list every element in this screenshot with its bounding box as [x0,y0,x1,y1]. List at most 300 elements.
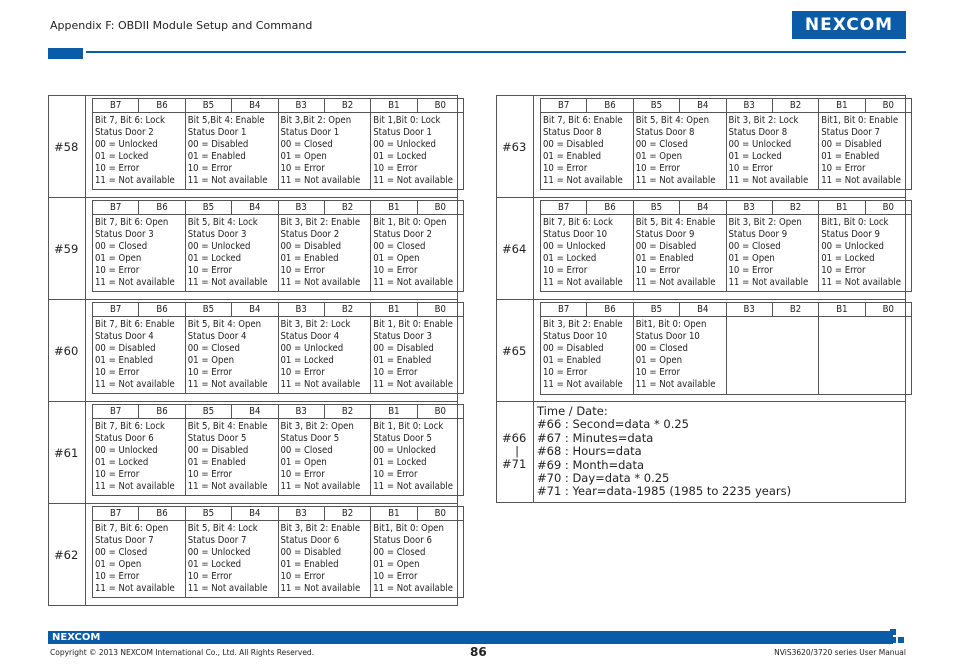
bit-table [540,302,912,395]
bit-table [540,98,912,190]
bit-table [92,506,464,598]
bit-description [278,317,371,394]
bit-header: B5 [185,405,231,419]
description-line: Bit 5,Bit 4: Enable [187,115,265,126]
bit-description [633,113,726,190]
description-line: 01 = Open [280,457,327,469]
description-line: 01 = Locked [95,151,149,163]
description-line: Status Door 8 [635,127,695,139]
description-line: Bit1, Bit 0: Open [373,523,444,534]
bit-header: B0 [417,405,463,419]
bit-header-row [541,99,912,113]
description-line: Status Door 10 [635,331,700,343]
description-line: Status Door 7 [187,535,247,547]
bit-header: B6 [139,405,185,419]
register-row [497,96,906,198]
bit-header: B3 [278,201,324,215]
bit-header: B5 [185,99,231,113]
description-line: Bit 5, Bit 4: Enable [187,421,268,432]
description-line: 11 = Not available [373,481,453,493]
description-line: 00 = Disabled [635,241,697,253]
bit-header: B0 [417,507,463,521]
description-line: 01 = Locked [821,253,875,265]
description-line: Status Door 5 [373,433,432,445]
bit-header: B2 [772,303,818,317]
bit-description [819,113,912,190]
description-line: 00 = Closed [280,445,333,457]
bit-field-cell [86,198,458,300]
description-line: 10 = Error [373,265,418,277]
register-row [497,300,906,402]
corner-squares-icon [890,629,906,645]
description-line: 00 = Unlocked [187,241,251,253]
footer-copyright: Copyright © 2013 NEXCOM International Co., Ltd. All Rights Reserved. [50,648,315,657]
description-line: Bit1, Bit 0: Lock [821,217,889,228]
description-line: 10 = Error [543,367,588,379]
bit-description [371,317,464,394]
bit-desc-row [93,419,464,496]
description-line: 10 = Error [821,163,866,175]
description-line: 00 = Disabled [373,343,434,355]
bit-header: B5 [185,201,231,215]
description-line: 10 = Error [543,265,588,277]
description-line: 00 = Disabled [95,343,156,355]
bit-header: B5 [633,303,679,317]
description-line: 11 = Not available [635,277,716,289]
header-accent-block [48,48,83,59]
bit-header: B7 [541,303,587,317]
bit-desc-row [541,215,912,292]
time-date-line: #70 : Day=data * 0.25 [537,471,670,486]
bit-header: B1 [819,303,865,317]
bit-description [726,317,819,395]
bit-header: B1 [371,201,417,215]
register-label: #59 [49,198,86,300]
description-line: Bit 3, Bit 2: Lock [280,319,351,330]
description-line: Status Door 6 [95,433,154,445]
description-line: 01 = Locked [95,457,149,469]
bit-header: B6 [139,99,185,113]
bit-desc-row [93,317,464,394]
bit-table [540,200,912,292]
description-line: 10 = Error [635,163,680,175]
description-line: Status Door 9 [821,229,880,241]
bit-header: B5 [633,99,679,113]
description-line: 00 = Disabled [543,343,604,355]
bit-header: B2 [324,507,370,521]
bit-table [92,200,464,292]
description-line: Bit 7, Bit 6: Open [95,217,169,228]
description-line: 10 = Error [95,469,140,481]
left-register-table [48,95,458,606]
bit-description [185,419,278,496]
description-line: 01 = Open [728,253,775,265]
description-line: 01 = Locked [543,253,597,265]
description-line: 01 = Enabled [635,253,694,265]
bit-header: B4 [232,303,278,317]
label-line: #66 [502,431,527,446]
description-line: 00 = Unlocked [373,445,436,457]
description-line: 11 = Not available [543,277,623,289]
description-line: 11 = Not available [280,583,361,595]
description-line: Bit 7, Bit 6: Lock [95,115,165,126]
bit-description [185,521,278,598]
time-date-line: #71 : Year=data-1985 (1985 to 2235 years) [537,484,792,499]
description-line: 11 = Not available [373,583,453,595]
bit-description [726,113,819,190]
bit-desc-row [93,521,464,598]
bit-header: B6 [139,303,185,317]
description-line: 11 = Not available [543,175,623,187]
bit-description [371,419,464,496]
description-line: Bit 1,Bit 0: Lock [373,115,441,126]
description-line: 01 = Locked [373,151,427,163]
bit-header: B6 [587,303,633,317]
description-line: 01 = Open [635,355,683,367]
description-line: 11 = Not available [187,379,268,391]
description-line: 00 = Closed [373,547,426,559]
description-line: Bit 3, Bit 2: Open [280,421,354,432]
description-line: 00 = Unlocked [543,241,606,253]
bit-description [278,215,371,292]
time-date-line: #68 : Hours=data [537,444,642,459]
description-line: Bit 3, Bit 2: Open [728,217,802,228]
bit-header: B1 [371,303,417,317]
bit-field-cell [86,96,458,198]
bit-header-row [541,303,912,317]
description-line: Status Door 4 [187,331,247,343]
bit-description [541,317,634,395]
register-label: #60 [49,300,86,402]
description-line: Bit 3,Bit 2: Open [280,115,352,126]
description-line: 01 = Enabled [543,151,602,163]
description-line: 00 = Disabled [821,139,882,151]
description-line: 00 = Unlocked [821,241,884,253]
description-line: 10 = Error [821,265,866,277]
description-line: 11 = Not available [635,379,716,391]
description-line: Bit 3, Bit 2: Lock [728,115,799,126]
description-line: 10 = Error [95,163,140,175]
description-line: 01 = Open [280,151,327,163]
header-rule [86,51,906,53]
bit-table [92,404,464,496]
description-line: 11 = Not available [95,481,175,493]
bit-header: B0 [865,303,911,317]
description-line: Bit 7, Bit 6: Lock [95,421,165,432]
description-line: 00 = Disabled [543,139,604,151]
bit-header: B3 [726,303,772,317]
bit-header: B0 [417,303,463,317]
register-row [49,198,458,300]
header-title: Appendix F: OBDII Module Setup and Command [50,19,313,32]
bit-header: B6 [139,507,185,521]
description-line: Bit 5, Bit 4: Lock [187,217,258,228]
bit-header: B7 [93,99,139,113]
description-line: 11 = Not available [373,379,453,391]
bit-description [93,521,186,598]
description-line: 01 = Enabled [187,457,246,469]
description-line: 11 = Not available [543,379,623,391]
register-label: #58 [49,96,86,198]
description-line: 00 = Disabled [280,547,342,559]
description-line: 01 = Open [187,355,235,367]
description-line: 00 = Unlocked [187,547,251,559]
description-line: Status Door 4 [280,331,340,343]
bit-table [92,302,464,394]
register-label: #61 [49,402,86,504]
bit-description [633,317,726,395]
bit-header: B3 [726,201,772,215]
description-line: 01 = Enabled [280,253,339,265]
bit-desc-row [93,113,464,190]
bit-header: B2 [324,99,370,113]
bit-header: B0 [417,99,463,113]
description-line: 01 = Enabled [373,355,432,367]
time-date-line: #66 : Second=data * 0.25 [537,417,689,432]
bit-header: B7 [93,303,139,317]
description-line: 01 = Locked [280,355,334,367]
bit-header: B3 [278,303,324,317]
description-line: 00 = Closed [635,139,688,151]
register-row [49,300,458,402]
page-number: 86 [470,645,487,659]
description-line: 00 = Unlocked [280,343,344,355]
bit-field-cell [86,402,458,504]
description-line: 10 = Error [728,265,773,277]
description-line: 01 = Enabled [543,355,602,367]
description-line: Bit 3, Bit 2: Enable [280,523,361,534]
right-register-table [496,95,906,503]
description-line: 11 = Not available [95,583,175,595]
description-line: 11 = Not available [635,175,716,187]
bit-description [93,113,186,190]
register-row [49,402,458,504]
description-line: Status Door 2 [95,127,154,139]
bit-description [185,113,278,190]
label-line: #71 [502,457,527,472]
description-line: Status Door 7 [821,127,880,139]
description-line: 00 = Closed [95,241,148,253]
description-line: Status Door 3 [373,331,432,343]
footer-manual-title: NViS3620/3720 series User Manual [774,648,906,657]
description-line: 01 = Open [373,559,420,571]
bit-header: B3 [278,405,324,419]
description-line: Status Door 2 [373,229,432,241]
description-line: 01 = Enabled [187,151,246,163]
register-label: #64 [497,198,534,300]
description-line: 11 = Not available [187,583,268,595]
bit-description [93,215,186,292]
bit-header: B2 [324,405,370,419]
description-line: 10 = Error [95,265,140,277]
description-line: 00 = Closed [95,547,148,559]
bit-header: B0 [865,99,911,113]
bit-header: B1 [371,507,417,521]
description-line: 10 = Error [187,265,232,277]
bit-description [371,521,464,598]
bit-table [92,98,464,190]
description-line: 10 = Error [280,163,325,175]
bit-header-row [541,201,912,215]
bit-header: B7 [93,405,139,419]
bit-header: B7 [93,507,139,521]
description-line: 01 = Open [95,253,142,265]
time-date-description [534,402,906,503]
description-line: Status Door 3 [187,229,247,241]
description-line: Status Door 3 [95,229,154,241]
description-line: 10 = Error [187,571,232,583]
nexcom-logo [792,11,906,39]
description-line: Status Door 6 [373,535,432,547]
description-line: Bit 5, Bit 4: Open [635,115,710,126]
description-line: 11 = Not available [280,481,361,493]
bit-description [278,419,371,496]
bit-header: B1 [371,99,417,113]
bit-header-row [93,201,464,215]
description-line: 00 = Closed [280,139,333,151]
description-line: 01 = Enabled [95,355,154,367]
description-line: 10 = Error [187,367,232,379]
footer-logo: NEXCOM [52,632,101,643]
bit-header: B7 [541,99,587,113]
description-line: 11 = Not available [821,277,901,289]
bit-description [541,215,634,292]
register-row [49,504,458,606]
description-line: 11 = Not available [280,175,361,187]
description-line: Status Door 10 [543,229,608,241]
description-line: 00 = Closed [373,241,426,253]
bit-description [633,215,726,292]
description-line: 00 = Disabled [280,241,342,253]
description-line: 00 = Closed [728,241,781,253]
bit-header: B6 [139,201,185,215]
register-label: #62 [49,504,86,606]
description-line: Status Door 6 [280,535,340,547]
description-line: 11 = Not available [95,277,175,289]
description-line: 01 = Locked [187,253,242,265]
bit-field-cell [534,198,906,300]
time-date-row [497,402,906,503]
description-line: 11 = Not available [373,277,453,289]
register-row [49,96,458,198]
label-line: | [515,444,519,459]
description-line: 10 = Error [373,367,418,379]
bit-header: B6 [587,201,633,215]
bit-header-row [93,507,464,521]
description-line: 00 = Unlocked [95,139,158,151]
bit-description [819,317,912,395]
bit-field-cell [86,504,458,606]
description-line: 11 = Not available [187,175,268,187]
bit-header: B2 [324,201,370,215]
bit-field-cell [534,300,906,402]
description-line: 10 = Error [373,469,418,481]
bit-desc-row [541,317,912,395]
bit-header: B7 [93,201,139,215]
bit-header: B6 [587,99,633,113]
bit-header: B4 [232,99,278,113]
description-line: 11 = Not available [187,481,268,493]
description-line: 00 = Closed [635,343,688,355]
bit-header: B3 [278,99,324,113]
bit-description [819,215,912,292]
bit-field-cell [86,300,458,402]
register-label: #63 [497,96,534,198]
description-line: 11 = Not available [280,277,361,289]
bit-description [93,419,186,496]
time-date-line: #67 : Minutes=data [537,430,654,445]
description-line: Status Door 1 [373,127,432,139]
description-line: 11 = Not available [187,277,268,289]
bit-header: B2 [772,201,818,215]
description-line: Status Door 4 [95,331,154,343]
time-date-line: #69 : Month=data [537,457,645,472]
bit-header: B2 [772,99,818,113]
description-line: 01 = Enabled [821,151,880,163]
description-line: Status Door 9 [728,229,788,241]
bit-header: B4 [680,99,726,113]
description-line: Status Door 1 [187,127,247,139]
bit-header-row [93,405,464,419]
bit-header: B4 [232,507,278,521]
bit-description [278,113,371,190]
description-line: Bit 1, Bit 0: Lock [373,421,444,432]
description-line: Bit1, Bit 0: Enable [821,115,899,126]
description-line: Bit 7, Bit 6: Open [95,523,169,534]
description-line: Status Door 10 [543,331,608,343]
register-row [497,198,906,300]
description-line: 11 = Not available [821,175,901,187]
bit-description [185,215,278,292]
description-line: Bit 1, Bit 0: Enable [373,319,453,330]
bit-description [726,215,819,292]
description-line: 10 = Error [728,163,773,175]
description-line: 01 = Locked [373,457,427,469]
description-line: 00 = Unlocked [728,139,792,151]
bit-header: B4 [232,405,278,419]
bit-description [278,521,371,598]
bit-description [371,113,464,190]
description-line: 10 = Error [280,265,325,277]
description-line: Status Door 5 [187,433,247,445]
bit-header: B0 [865,201,911,215]
description-line: 10 = Error [280,367,325,379]
description-line: 01 = Open [95,559,142,571]
bit-header: B1 [819,201,865,215]
bit-header: B4 [232,201,278,215]
bit-header-row [93,99,464,113]
description-line: 00 = Unlocked [95,445,158,457]
bit-description [541,113,634,190]
description-line: Bit 7, Bit 6: Enable [95,319,175,330]
description-line: 10 = Error [280,469,325,481]
bit-desc-row [93,215,464,292]
description-line: 01 = Enabled [280,559,339,571]
description-line: Bit 7, Bit 6: Enable [543,115,623,126]
description-line: 11 = Not available [280,379,361,391]
description-line: 10 = Error [373,163,418,175]
description-line: 10 = Error [635,367,680,379]
bit-header: B5 [633,201,679,215]
description-line: 00 = Disabled [187,445,249,457]
description-line: Status Door 2 [280,229,340,241]
time-date-line: Time / Date: [537,404,608,418]
description-line: 01 = Open [373,253,420,265]
description-line: 00 = Unlocked [373,139,436,151]
footer-bar [48,631,893,644]
description-line: 10 = Error [95,571,140,583]
description-line: Status Door 5 [280,433,340,445]
